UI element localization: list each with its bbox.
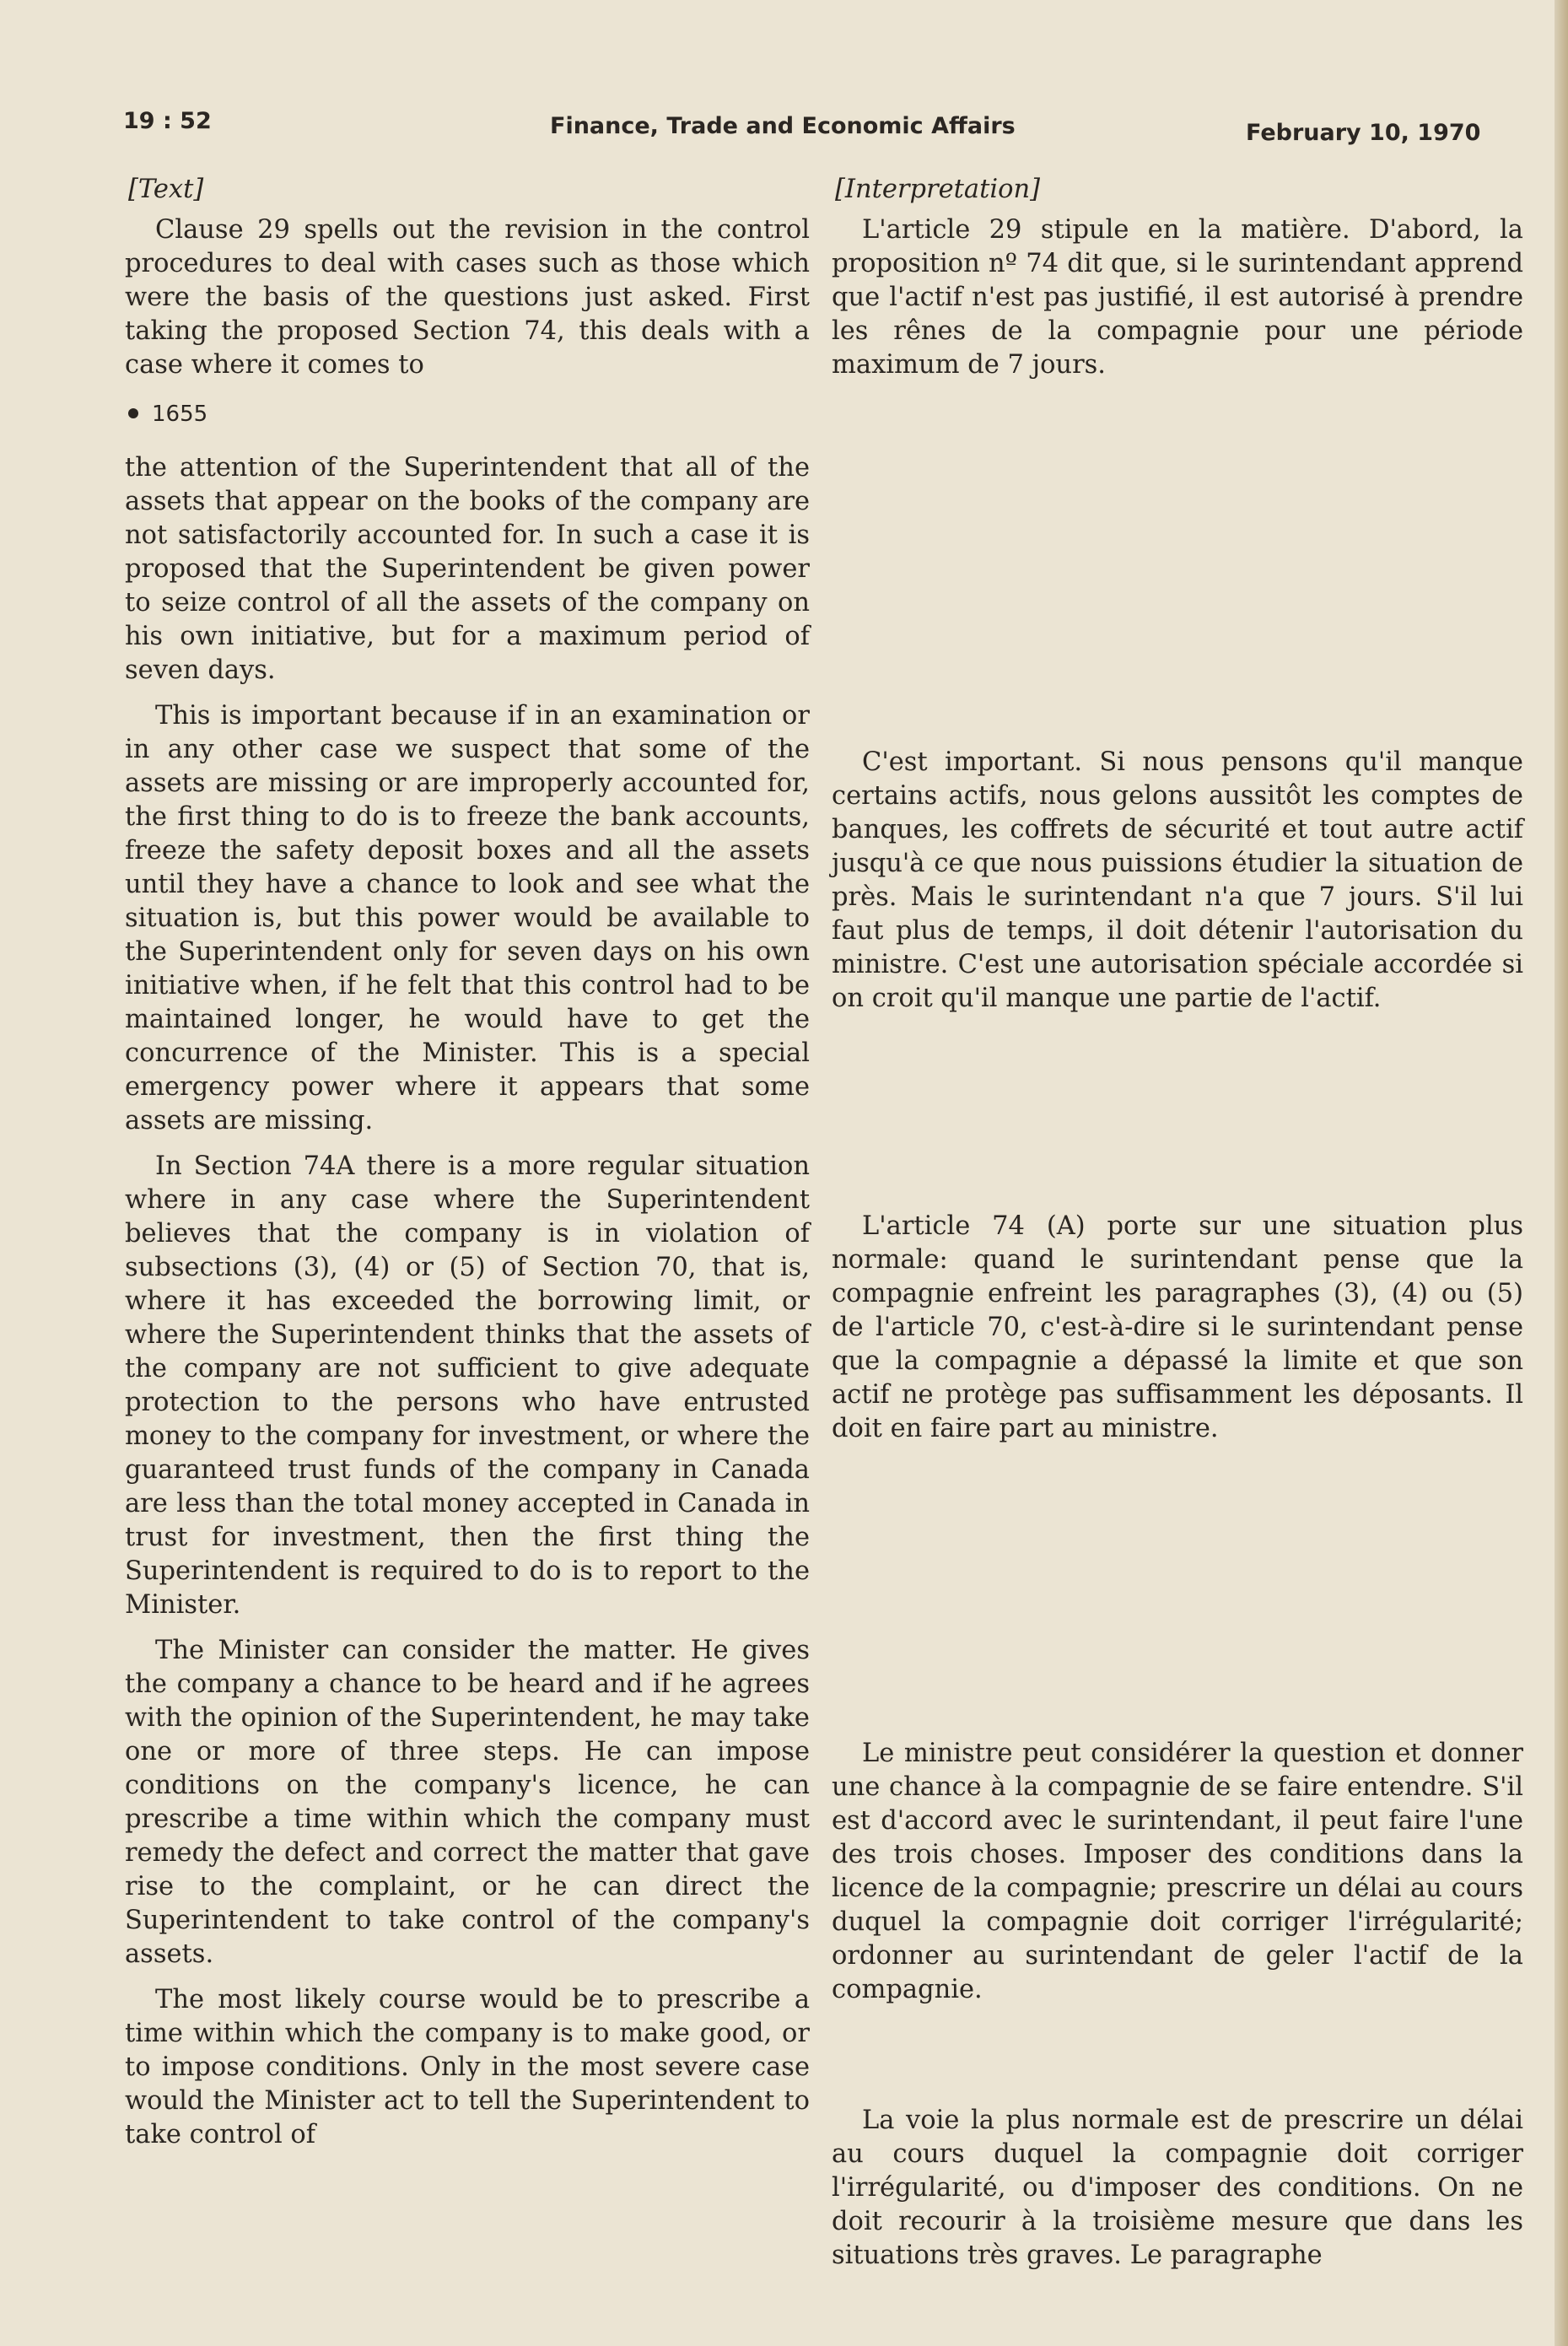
english-paragraph: Clause 29 spells out the revision in the control procedures to deal with cases such as those which were the basis of the questions just asked. First taking the proposed Section 74, this deals with a case where it comes to [125,215,810,380]
english-paragraph: The most likely course would be to prescribe a time within which the company is to make good, or to impose conditions. Only in the most severe case would the Minister act to tell the Superintendent to take control of [125,1985,810,2149]
french-paragraph: Le ministre peut considérer la question et donner une chance à la compagnie de se faire entendre. S'il est d'accord avec le surintendant, il peut faire l'une des trois choses. Imposer des conditions dans la licence de la compagnie; prescrire un délai au cours duquel la compagnie doit corriger l'irrégularité; ordonner au surintendant de geler l'actif de la compagnie. [832,1739,1523,2004]
page-header [0,108,1568,150]
text-label: [Text] [128,175,204,204]
english-paragraph: The Minister can consider the matter. He gives the company a chance to be heard and if he agrees with the opinion of the Superintendent, he may take one or more of three steps. He can impose conditions on the company's licence, he can prescribe a time within which the company must remedy the defect and correct the matter that gave rise to the complaint, or he can direct the Superintendent to take control of the company's assets. [125,1636,810,1969]
french-paragraph: L'article 29 stipule en la matière. D'abord, la proposition nº 74 dit que, si le surintendant apprend que l'actif n'est pas justifié, il est autorisé à prendre les rênes de la compagnie pour une période maximum de 7 jours. [832,215,1523,380]
french-column [832,173,1523,2270]
english-paragraph: This is important because if in an examination or in any other case we suspect that some of the assets are missing or are improperly accounted for, the first thing to do is to freeze the bank accounts, freeze the safety deposit boxes and all the assets until they have a chance to look and see what the situation is, but this power would be available to the Superintendent only for seven days on his own initiative when, if he felt that this control had to be maintained longer, he would have to get the concurrence of the Minister. This is a special emergency power where it appears that some assets are missing. [125,701,810,1135]
english-paragraph: the attention of the Superintendent that all of the assets that appear on the books of the company are not satisfactorily accounted for. In such a case it is proposed that the Superintendent be given power to seize control of all the assets of the company on his own initiative, but for a maximum period of seven days. [125,453,810,685]
french-paragraph: La voie la plus normale est de prescrire un délai au cours duquel la compagnie doit corriger l'irrégularité, ou d'imposer des conditions. On ne doit recourir à la troisième mesure que dans les situations très graves. Le paragraphe [832,2106,1523,2270]
bullet-icon [128,408,138,418]
english-paragraph: In Section 74A there is a more regular situation where in any case where the Superintendent believes that the company is in violation of subsections (3), (4) or (5) of Section 70, that is, where it has exceeded the borrowing limit, or where the Superintendent thinks that the assets of the company are not sufficient to give adequate protection to the persons who have entrusted money to the company for investment, or where the guaranteed trust funds of the company in Canada are less than the total money accepted in Canada in trust for investment, then the first thing the Superintendent is required to do is to report to the Minister. [125,1151,810,1620]
time-marker-text: 1655 [152,402,208,427]
interpretation-label: [Interpretation] [835,175,1040,204]
publication-title: Finance, Trade and Economic Affairs [550,113,1016,139]
page-number: 19 : 52 [123,108,212,134]
issue-date: February 10, 1970 [1246,120,1481,146]
french-paragraph: L'article 74 (A) porte sur une situation plus normale: quand le surintendant pense que la compagnie enfreint les paragraphes (3), (4) ou (5) de l'article 70, c'est-à-dire si le surintendant pense que la compagnie a dépassé la limite et que son actif ne protège pas suffisamment les déposants. Il doit en faire part au ministre. [832,1211,1523,1443]
page-edge [1555,0,1568,2346]
english-column [125,173,810,2152]
french-paragraph: C'est important. Si nous pensons qu'il manque certains actifs, nous gelons aussitôt les comptes de banques, les coffrets de sécurité et tout autre actif jusqu'à ce que nous puissions étudier la situation de près. Mais le surintendant n'a que 7 jours. S'il lui faut plus de temps, il doit détenir l'autorisation du ministre. C'est une autorisation spéciale accordée si on croit qu'il manque une partie de l'actif. [832,747,1523,1013]
time-marker [125,397,810,431]
